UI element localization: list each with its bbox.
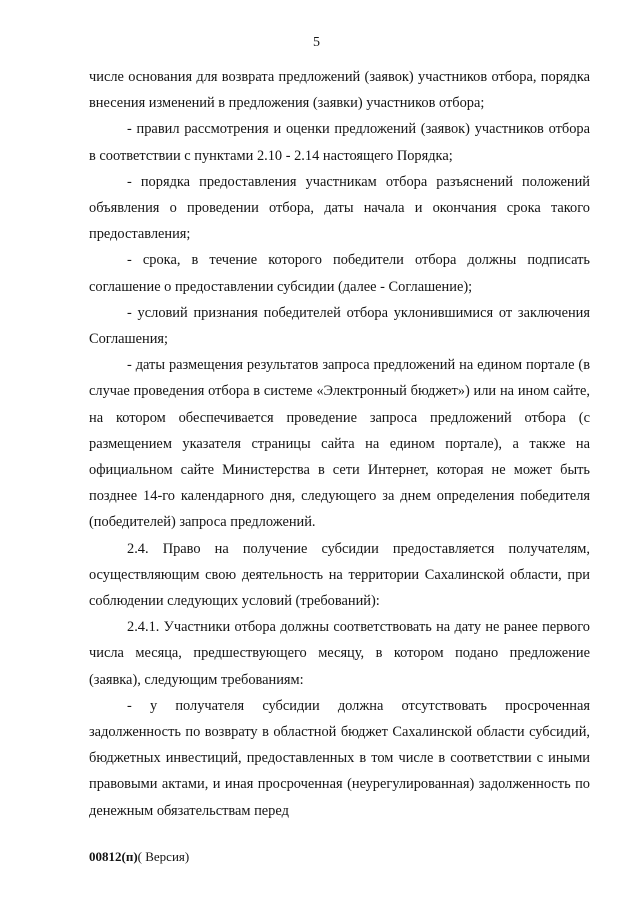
paragraph-8: 2.4.1. Участники отбора должны соответствовать на дату не ранее первого числа месяца, предшествующего месяцу, в котором подано предложение (заявка), следующим требованиям:: [89, 619, 590, 688]
paragraph-1: числе основания для возврата предложений (заявок) участников отбора, порядка внесения изменений в предложения (заявки) участников отбора;: [89, 69, 590, 112]
paragraph-2: - правил рассмотрения и оценки предложений (заявок) участников отбора в соответствии с пунктами 2.10 - 2.14 настоящего Порядка;: [89, 121, 590, 164]
document-footer: [89, 848, 189, 866]
paragraph-6: - даты размещения результатов запроса предложений на едином портале (в случае проведения отбора в системе «Электронный бюджет») или на ином сайте, на котором обеспечивается проведение запроса предложений отбора (с размещением указателя страницы сайта на едином портале), а также на официальном сайте Министерства в сети Интернет, которая не может быть позднее 14-го календарного дня, следующего за днем определения победителя (победителей) запроса предложений.: [89, 357, 590, 531]
paragraph-4: - срока, в течение которого победители отбора должны подписать соглашение о предоставлении субсидии (далее - Соглашение);: [89, 252, 590, 295]
paragraph-9: - у получателя субсидии должна отсутствовать просроченная задолженность по возврату в областной бюджет Сахалинской области субсидий, бюджетных инвестиций, предоставленных в том числе в соответствии с иными правовыми актами, и иная просроченная (неурегулированная) задолженность по денежным обязательствам перед: [89, 697, 590, 819]
page-number: 5: [313, 35, 320, 50]
body-text: [89, 64, 590, 824]
document-code: 00812(п): [89, 849, 138, 864]
paragraph-7: 2.4. Право на получение субсидии предоставляется получателям, осуществляющим свою деятельность на территории Сахалинской области, при соблюдении следующих условий (требований):: [89, 540, 590, 610]
paragraph-3: - порядка предоставления участникам отбора разъяснений положений объявления о проведении отбора, даты начала и окончания срока такого предоставления;: [89, 173, 590, 243]
version-label: ( Версия): [137, 849, 190, 864]
paragraph-5: - условий признания победителей отбора уклонившимися от заключения Соглашения;: [89, 304, 590, 348]
